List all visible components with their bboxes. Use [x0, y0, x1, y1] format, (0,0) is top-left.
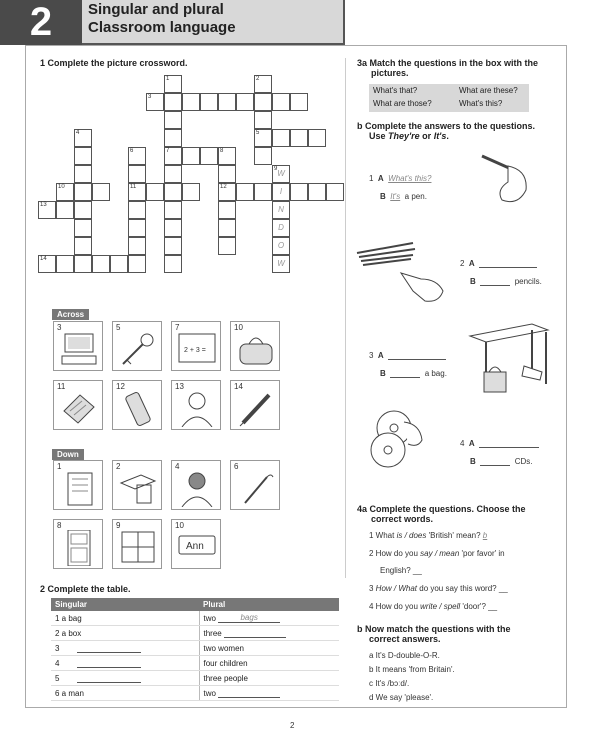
unit-title-line1: Singular and plural: [88, 1, 224, 18]
crossword-cell[interactable]: [272, 129, 290, 147]
clue-number: 2: [256, 76, 260, 82]
plural-text: two: [203, 689, 219, 698]
crossword-cell[interactable]: [218, 237, 236, 255]
singular-text: 1 a bag: [55, 613, 82, 623]
table-row: [51, 641, 339, 656]
plural-cell[interactable]: [199, 611, 339, 626]
singular-text: 4: [55, 659, 60, 668]
ex2-title: 2 Complete the table.: [40, 584, 131, 594]
crossword-cell[interactable]: [164, 237, 182, 255]
cds-hand-illustration: [368, 404, 438, 474]
notebook-icon: [60, 391, 98, 427]
ex3a-title-line2: pictures.: [371, 68, 409, 78]
crossword-cell[interactable]: [308, 129, 326, 147]
i4-a-label: A: [468, 439, 475, 448]
l3-end: do you say this word? __: [417, 584, 508, 593]
pic-number: 2: [116, 462, 121, 471]
ex3b-title-line2: [357, 131, 535, 141]
ex1-title: 1 Complete the picture crossword.: [40, 58, 188, 68]
hand-pen-illustration: [478, 150, 538, 210]
ex3b-item3-a: [369, 350, 446, 360]
ex4b-b: b It means 'from Britain'.: [369, 665, 455, 674]
clue-number: 6: [130, 148, 134, 154]
crossword-cell[interactable]: [218, 93, 236, 111]
down-pic-woman: [171, 460, 221, 510]
crossword-cell[interactable]: [236, 93, 254, 111]
pencils-hand-illustration: [355, 235, 450, 307]
crossword-cell[interactable]: [290, 93, 308, 111]
window-icon: [119, 530, 157, 566]
ex4a-title-line1: 4a Complete the questions. Choose the: [357, 504, 526, 514]
pic-number: 9: [116, 521, 121, 530]
crossword-cell[interactable]: [74, 237, 92, 255]
singular-text: 6 a man: [55, 688, 84, 698]
i2-b-end: pencils.: [514, 277, 542, 286]
singular-cell[interactable]: [51, 641, 199, 656]
crossword-cell[interactable]: [128, 237, 146, 255]
crossword-cell[interactable]: [164, 111, 182, 129]
ex3b-item1-b: [380, 192, 427, 201]
singular-text: 5: [55, 674, 60, 683]
page-number: 2: [290, 721, 295, 730]
crossword-cell[interactable]: [254, 111, 272, 129]
clue-number: 11: [130, 184, 137, 190]
ex3b-item1-a: [369, 174, 431, 183]
clue-number: 12: [220, 184, 227, 190]
crossword-cell[interactable]: [200, 93, 218, 111]
box-q3: What are those?: [373, 99, 432, 108]
plural-blank[interactable]: [224, 628, 286, 638]
ex4a-line2: [369, 549, 505, 558]
crossword-cell[interactable]: [128, 255, 146, 273]
down-pic-notebook: [53, 460, 103, 510]
clue-number: 9: [274, 166, 278, 172]
i3-b-blank[interactable]: [390, 368, 420, 378]
ex3a-title: [357, 58, 538, 78]
crossword-cell[interactable]: [74, 219, 92, 237]
ex2-table-wrap: [51, 598, 339, 701]
crossword-cell[interactable]: [164, 129, 182, 147]
i4-b-label: B: [470, 457, 476, 466]
crossword-letter: I: [279, 187, 283, 196]
plural-blank[interactable]: [218, 688, 280, 698]
question-box: [369, 84, 529, 112]
i4-a-blank[interactable]: [479, 438, 539, 448]
across-label: Across: [52, 309, 89, 320]
pic-number: 10: [175, 521, 184, 530]
crossword-cell[interactable]: [164, 93, 182, 111]
singular-cell[interactable]: [51, 686, 199, 701]
crossword-letter: D: [278, 223, 284, 232]
crossword-cell[interactable]: [74, 201, 92, 219]
pic-number: 5: [116, 323, 121, 332]
l4-end: 'door'? __: [460, 602, 498, 611]
clue-number: 13: [40, 202, 47, 208]
umbrella-icon: [237, 471, 275, 507]
clue-number: 5: [256, 130, 260, 136]
crossword-cell[interactable]: [74, 255, 92, 273]
unit-title: [82, 0, 345, 45]
plural-text: two: [203, 614, 219, 623]
clue-number: 10: [58, 184, 65, 190]
pic-number: 8: [57, 521, 62, 530]
pic-number: 14: [234, 382, 243, 391]
crossword-cell[interactable]: [128, 219, 146, 237]
plural-blank[interactable]: bags: [218, 613, 280, 623]
i4-b-end: CDs.: [514, 457, 533, 466]
l2-choice[interactable]: say / mean: [420, 549, 460, 558]
unit-number: 2: [0, 0, 82, 45]
crossword-cell[interactable]: [56, 201, 74, 219]
plural-text: three people: [203, 673, 248, 683]
spiral-notebook-icon: [60, 471, 98, 507]
crossword-letter: N: [278, 205, 284, 214]
l4-choice[interactable]: write / spell: [420, 602, 461, 611]
across-pic-key: [112, 321, 162, 371]
crossword-cell[interactable]: [128, 201, 146, 219]
crossword-cell[interactable]: [236, 183, 254, 201]
pic-number: 4: [175, 462, 180, 471]
ex3b-item4-b: [470, 456, 532, 466]
crossword-cell[interactable]: [146, 183, 164, 201]
crossword-cell[interactable]: [218, 219, 236, 237]
singular-plural-table: [51, 598, 339, 701]
board-text: 2 + 3 =: [184, 347, 206, 354]
i1-b-end: a pen.: [404, 192, 427, 201]
clue-number: 1: [166, 76, 170, 82]
ex4a-line4: [369, 602, 497, 611]
l3-choice[interactable]: How / What: [375, 584, 418, 593]
board-icon: [178, 332, 216, 368]
singular-cell[interactable]: [51, 611, 199, 626]
singular-blank[interactable]: [77, 673, 141, 683]
crossword-cell[interactable]: [290, 183, 308, 201]
across-tag: [52, 304, 89, 322]
i2-a-blank[interactable]: [479, 258, 537, 268]
across-pic-phone: [112, 380, 162, 430]
pic-number: 13: [175, 382, 184, 391]
plural-cell[interactable]: [199, 626, 339, 641]
down-pic-name-card: [171, 519, 221, 569]
key-icon: [119, 332, 157, 368]
across-pic-bag: [230, 321, 280, 371]
crossword-cell[interactable]: [308, 183, 326, 201]
crossword-cell[interactable]: [74, 147, 92, 165]
ex3b-item4-a: [460, 438, 539, 448]
woman-icon: [178, 471, 216, 507]
clue-number: 8: [220, 148, 224, 154]
ex4b-title-line2: correct answers.: [369, 634, 441, 644]
ex4a-title-line2: correct words.: [371, 514, 434, 524]
i1-a-answer[interactable]: What's this?: [388, 174, 432, 183]
plural-text: three: [203, 629, 224, 638]
singular-text: 3: [55, 644, 60, 653]
crossword-cell[interactable]: [326, 183, 344, 201]
i2-num: 2: [460, 259, 465, 268]
i3-num: 3: [369, 351, 374, 360]
across-pic-pencil: [230, 380, 280, 430]
i2-a-label: A: [468, 259, 475, 268]
pic-number: 7: [175, 323, 180, 332]
computer-icon: [60, 332, 98, 368]
crossword-cell[interactable]: [254, 183, 272, 201]
l4: 4 How do you: [369, 602, 421, 611]
t2a: Use: [369, 131, 389, 141]
crossword-cell[interactable]: [164, 165, 182, 183]
down-pic-desk: [112, 460, 162, 510]
l2-end: 'por favor' in: [459, 549, 505, 558]
i1-b-answer[interactable]: It's: [390, 192, 401, 201]
bag-icon: [237, 332, 275, 368]
column-divider: [345, 58, 346, 578]
ex4a-title: [357, 504, 526, 524]
i3-a-blank[interactable]: [388, 350, 446, 360]
singular-blank[interactable]: [77, 643, 141, 653]
pic-number: 1: [57, 462, 62, 471]
ex4a-line3: [369, 584, 508, 593]
crossword-cell[interactable]: [56, 255, 74, 273]
t2c: or: [419, 131, 434, 141]
i2-b-blank[interactable]: [480, 276, 510, 286]
table-row: [51, 656, 339, 671]
ex4a-line2b: English? __: [380, 566, 422, 575]
i1-a-label: A: [377, 174, 384, 183]
crossword-cell[interactable]: [164, 201, 182, 219]
ex4b-title: [357, 624, 511, 644]
box-q1: What's that?: [373, 86, 418, 95]
col-singular: Singular: [51, 598, 199, 611]
man-icon: [178, 391, 216, 427]
ex3b-item2-b: [470, 276, 542, 286]
ex3b-title-line1: b Complete the answers to the questions.: [357, 121, 536, 131]
down-pic-umbrella: [230, 460, 280, 510]
crossword-cell[interactable]: [200, 147, 218, 165]
crossword-cell[interactable]: [164, 219, 182, 237]
unit-title-line2: Classroom language: [88, 19, 236, 36]
pic-number: 12: [116, 382, 125, 391]
name-card-text: Ann: [186, 541, 204, 552]
down-pic-window: [112, 519, 162, 569]
crossword-cell[interactable]: [218, 201, 236, 219]
crossword-cell[interactable]: [182, 93, 200, 111]
ex4b-c: c It's /bɔːd/.: [369, 679, 410, 688]
plural-text: four children: [203, 658, 248, 668]
ex3a-title-line1: 3a Match the questions in the box with the: [357, 58, 539, 68]
table-row: [51, 686, 339, 701]
clue-number: 4: [76, 130, 80, 136]
singular-text: 2 a box: [55, 628, 82, 638]
door-icon: [60, 530, 98, 566]
t2d: It's: [433, 131, 447, 141]
box-q4: What's this?: [459, 99, 503, 108]
pic-number: 10: [234, 323, 243, 332]
crossword-cell[interactable]: [272, 93, 290, 111]
ex4b-d: d We say 'please'.: [369, 693, 434, 702]
down-pic-door: [53, 519, 103, 569]
clue-number: 14: [40, 256, 47, 262]
pic-number: 11: [57, 382, 66, 391]
l1-choice[interactable]: is / does: [396, 531, 427, 540]
ex4b-title-line1: b Now match the questions with the: [357, 624, 511, 634]
table-row: [51, 671, 339, 686]
box-q2: What are these?: [459, 86, 518, 95]
plural-cell[interactable]: [199, 671, 339, 686]
crossword-cell[interactable]: [128, 165, 146, 183]
clue-number: 3: [148, 94, 152, 100]
crossword-cell[interactable]: [92, 183, 110, 201]
col-plural: Plural: [199, 598, 339, 611]
singular-cell[interactable]: [51, 656, 199, 671]
crossword-cell[interactable]: [254, 147, 272, 165]
singular-blank[interactable]: [77, 658, 141, 668]
mobile-phone-icon: [119, 391, 157, 427]
desk-icon: [119, 471, 157, 507]
ex3b-title: [357, 121, 535, 141]
pic-number: 6: [234, 462, 239, 471]
crossword-letter: W: [277, 259, 285, 268]
crossword-letter: O: [277, 241, 285, 250]
ex3b-item2-a: [460, 258, 537, 268]
l1-answer[interactable]: b: [482, 531, 488, 540]
t2b: They're: [388, 131, 420, 141]
i3-b-label: B: [380, 369, 386, 378]
ex3b-item3-b: [380, 368, 447, 378]
plural-cell[interactable]: [199, 686, 339, 701]
crossword-cell[interactable]: [290, 129, 308, 147]
crossword-cell[interactable]: [164, 255, 182, 273]
plural-text: two women: [203, 643, 244, 653]
l1-end: 'British' mean?: [426, 531, 481, 540]
pencil-icon: [237, 391, 275, 427]
l3: 3: [369, 584, 376, 593]
plural-cell[interactable]: [199, 641, 339, 656]
table-bag-illustration: [468, 322, 550, 402]
crossword-cell[interactable]: [182, 147, 200, 165]
crossword-cell[interactable]: [74, 183, 92, 201]
i4-b-blank[interactable]: [480, 456, 510, 466]
crossword-cell[interactable]: [164, 183, 182, 201]
crossword-cell[interactable]: [92, 255, 110, 273]
across-pic-board: [171, 321, 221, 371]
crossword-cell[interactable]: [182, 183, 200, 201]
ex4a-line1: [369, 531, 487, 540]
down-label: Down: [52, 449, 84, 460]
across-pic-computer: [53, 321, 103, 371]
clue-number: 7: [166, 148, 170, 154]
across-pic-man: [171, 380, 221, 430]
crossword-letter: W: [277, 169, 285, 178]
i1-b-label: B: [380, 192, 386, 201]
plural-cell[interactable]: [199, 656, 339, 671]
i1-num: 1: [369, 174, 374, 183]
t2e: .: [446, 131, 449, 141]
i3-b-end: a bag.: [424, 369, 447, 378]
singular-cell[interactable]: [51, 671, 199, 686]
i4-num: 4: [460, 439, 465, 448]
i3-a-label: A: [377, 351, 384, 360]
table-row: [51, 626, 339, 641]
pic-number: 3: [57, 323, 62, 332]
crossword-cell[interactable]: [110, 255, 128, 273]
crossword-cell[interactable]: [74, 165, 92, 183]
crossword-cell[interactable]: [218, 165, 236, 183]
name-card-icon: [178, 530, 218, 560]
l2: 2 How do you: [369, 549, 421, 558]
table-row: [51, 611, 339, 626]
i2-b-label: B: [470, 277, 476, 286]
singular-cell[interactable]: [51, 626, 199, 641]
crossword-cell[interactable]: [254, 93, 272, 111]
ex4b-a: a It's D-double-O-R.: [369, 651, 440, 660]
across-pic-notebook: [53, 380, 103, 430]
l1: 1 What: [369, 531, 397, 540]
